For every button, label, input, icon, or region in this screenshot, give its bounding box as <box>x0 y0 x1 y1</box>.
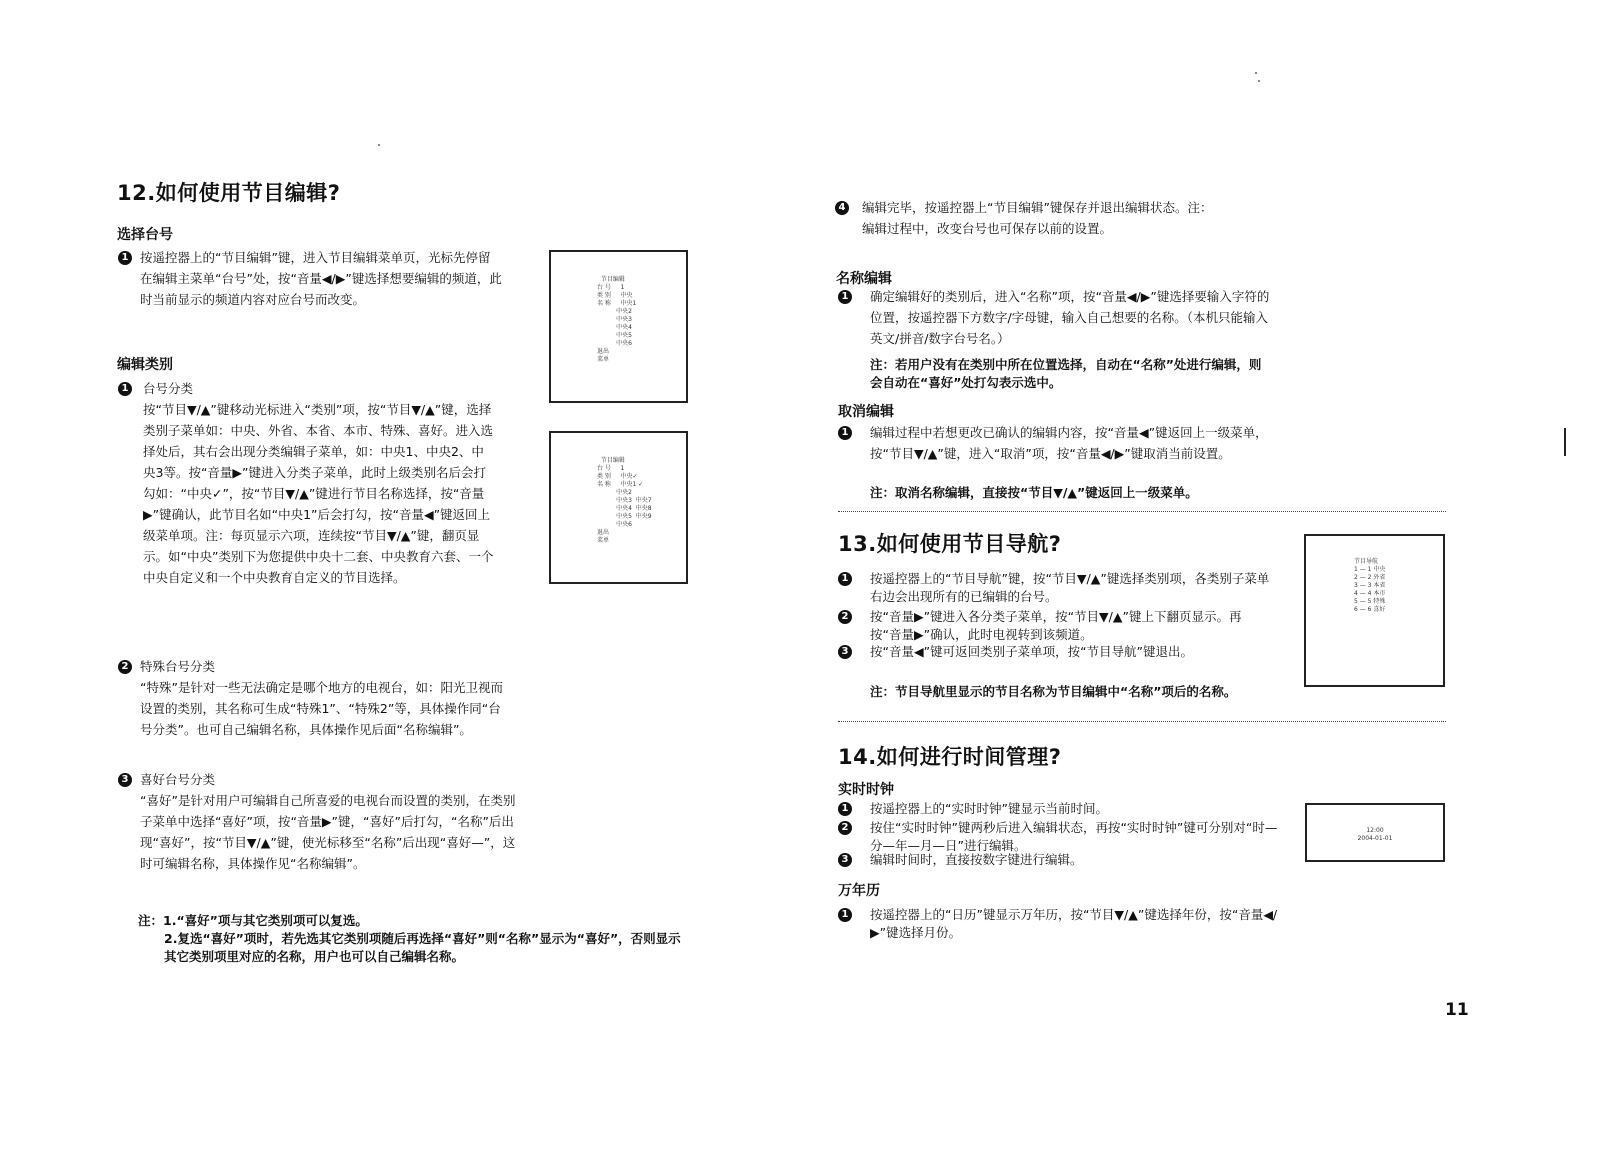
screen-line: 节目编辑 <box>597 276 625 283</box>
screen-line: 菜单 <box>597 537 610 544</box>
step-number-badge: 1 <box>838 572 852 586</box>
step-number-badge: 2 <box>118 660 132 674</box>
step-number-badge: 1 <box>838 802 852 816</box>
page-edge-mark <box>1564 428 1566 456</box>
step-number-badge: 4 <box>835 201 849 215</box>
clock-step-2-text: 按住“实时时钟”键两秒后进入编辑状态，再按“实时时钟”键可分别对“时—分—年—月—日”进行编辑。 <box>870 820 1278 853</box>
screen-line: 5 — 5 特殊 <box>1354 598 1386 605</box>
channel-classify-title: 台号分类 <box>143 381 194 396</box>
screen-line: 3 — 3 本省 <box>1354 582 1386 589</box>
name-edit-note: 注：若用户没有在类别中所在位置选择，自动在“名称”处进行编辑，则会自动在“喜好”处打勾表示选中。 <box>870 357 1262 390</box>
screen-line: 中央6 <box>597 340 632 347</box>
screen-line: 中央5 <box>597 332 632 339</box>
screen-line: 中央2 <box>597 308 632 315</box>
section-12-title: 12.如何使用节目编辑? <box>117 181 341 205</box>
nav-step-2-text: 按“音量▶”键进入各分类子菜单，按“节目▼/▲”键上下翻页显示。再按“音量▶”确认，此时电视转到该频道。 <box>870 609 1242 642</box>
select-channel-heading: 选择台号 <box>117 227 173 243</box>
step-number-badge: 1 <box>838 290 852 304</box>
screen-line: 退出 <box>597 529 610 536</box>
clock-screen <box>1305 803 1445 862</box>
clock-step-1-text: 按遥控器上的“实时时钟”键显示当前时间。 <box>870 801 1108 816</box>
special-channel-text: “特殊”是针对一些无法确定是哪个地方的电视台，如：阳光卫视而设置的类别，其名称可生成“特殊1”、“特殊2”等，具体操作同“台号分类”。也可自己编辑名称，具体操作见后面“名称编辑”。 <box>140 680 503 737</box>
screen-line: 名 称 中央1 ✓ <box>597 481 644 488</box>
favorite-channel-text: “喜好”是针对用户可编辑自己所喜爱的电视台而设置的类别，在类别子菜单中选择“喜好”项，按“音量▶”键，“喜好”后打勾，“名称”后出现“喜好”，按“节目▼/▲”键，使光标移至“名称”后出现“喜好—”，这时可编辑名称，具体操作见“名称编辑”。 <box>140 793 516 871</box>
screen-line: 2 — 2 外省 <box>1354 574 1386 581</box>
realtime-clock-heading: 实时时钟 <box>838 782 894 798</box>
edit-category-heading: 编辑类别 <box>117 357 173 373</box>
step-number-badge: 2 <box>838 610 852 624</box>
step-number-badge: 3 <box>838 853 852 867</box>
screen-line: 中央4 中央8 <box>597 505 652 512</box>
screen-line: 中央5 中央9 <box>597 513 652 520</box>
screen-line: 台 号 1 <box>597 284 625 291</box>
select-channel-text: 按遥控器上的“节目编辑”键，进入节目编辑菜单页，光标先停留在编辑主菜单“台号”处，按“音量◀/▶”键选择想要编辑的频道，此时当前显示的频道内容对应台号而改变。 <box>140 250 502 307</box>
screen-line: 退出 <box>597 348 610 355</box>
note-favorite-name: 2.复选“喜好”项时，若先选其它类别项随后再选择“喜好”则“名称”显示为“喜好”，否则显示其它类别项里对应的名称，用户也可以自己编辑名称。 <box>164 931 681 964</box>
program-edit-screen-2 <box>549 431 688 584</box>
step-number-badge: 3 <box>118 773 132 787</box>
screen-line: 名 称 中央1 <box>597 300 637 307</box>
cancel-edit-text: 编辑过程中若想更改已确认的编辑内容，按“音量◀”键返回上一级菜单，按“节目▼/▲”键，进入“取消”项，按“音量◀/▶”键取消当前设置。 <box>870 425 1268 461</box>
clock-step-3-text: 编辑时间时，直接按数字键进行编辑。 <box>870 852 1083 867</box>
clock-date: 2004-01-01 <box>1357 835 1393 842</box>
screen-line: 4 — 4 本市 <box>1354 590 1386 597</box>
program-edit-screen-1 <box>549 250 688 403</box>
step-number-badge: 2 <box>838 821 852 835</box>
screen-line: 1 — 1 中央 <box>1354 566 1386 573</box>
screen-line: 类 别 中央✓ <box>597 473 638 480</box>
section-14-title: 14.如何进行时间管理? <box>838 745 1062 769</box>
step-number-badge: 3 <box>838 645 852 659</box>
name-edit-heading: 名称编辑 <box>836 271 892 287</box>
step-number-badge: 1 <box>118 251 132 265</box>
screen-line: 类 别 中央 <box>597 292 633 299</box>
screen-line: 中央6 <box>597 521 632 528</box>
screen-line: 节目导航 <box>1354 558 1379 565</box>
screen-line: 中央2 <box>597 489 632 496</box>
note-multi-select: 注：1.“喜好”项与其它类别项可以复选。 <box>138 913 368 928</box>
nav-step-1-text: 按遥控器上的“节目导航”键，按“节目▼/▲”键选择类别项，各类别子菜单右边会出现所有的已编辑的台号。 <box>870 571 1270 604</box>
step-number-badge: 1 <box>118 382 132 396</box>
nav-note: 注：节目导航里显示的节目名称为节目编辑中“名称”项后的名称。 <box>870 684 1237 699</box>
screen-line: 6 — 6 喜好 <box>1354 606 1386 613</box>
dotted-divider <box>838 721 1446 722</box>
screen-line: 节目编辑 <box>597 457 625 464</box>
calendar-text: 按遥控器上的“日历”键显示万年历，按“节目▼/▲”键选择年份，按“音量◀/▶”键选择月份。 <box>870 907 1278 940</box>
screen-line: 中央3 中央7 <box>597 497 652 504</box>
screen-line: 菜单 <box>597 356 610 363</box>
name-edit-text: 确定编辑好的类别后，进入“名称”项，按“音量◀/▶”键选择要输入字符的位置，按遥控器下方数字/字母键，输入自己想要的名称。（本机只能输入英文/拼音/数字台号名。） <box>870 289 1270 346</box>
screen-line: 中央3 <box>597 316 632 323</box>
favorite-channel-title: 喜好台号分类 <box>140 772 216 787</box>
cancel-edit-heading: 取消编辑 <box>838 404 894 420</box>
cancel-edit-note: 注：取消名称编辑，直接按“节目▼/▲”键返回上一级菜单。 <box>870 485 1198 500</box>
clock-time: 12:00 <box>1366 827 1384 834</box>
save-exit-text: 编辑完毕，按遥控器上“节目编辑”键保存并退出编辑状态。注：编辑过程中，改变台号也可保存以前的设置。 <box>862 200 1213 236</box>
step-number-badge: 1 <box>838 908 852 922</box>
screen-line: 中央4 <box>597 324 632 331</box>
dotted-divider <box>838 511 1446 512</box>
program-navigation-screen <box>1304 534 1445 687</box>
section-13-title: 13.如何使用节目导航? <box>838 532 1062 556</box>
page-number: 11 <box>1445 1000 1469 1020</box>
channel-classify-text: 按“节目▼/▲”键移动光标进入“类别”项，按“节目▼/▲”键，选择类别子菜单如：中央、外省、本省、本市、特殊、喜好。进入选择处后，其右会出现分类编辑子菜单，如：中央1、中央2、中央3等。按“音量▶”键进入分类子菜单，此时上级类别名后会打勾如：“中央✓”，按“节目▼/▲”键进行节目名称选择，按“音量▶”键确认，此节目名如“中央1”后会打勾，按“音量◀”键返回上级菜单项。注：每页显示六项，连续按“节目▼/▲”键，翻页显示。如“中央”类别下为您提供中央十二套、中央教育六套、一个中央自定义和一个中央教育自定义的节目选择。 <box>143 402 494 585</box>
step-number-badge: 1 <box>838 426 852 440</box>
special-channel-title: 特殊台号分类 <box>140 659 216 674</box>
nav-step-3-text: 按“音量◀”键可返回类别子菜单项，按“节目导航”键退出。 <box>870 644 1194 659</box>
calendar-heading: 万年历 <box>838 883 880 899</box>
screen-line: 台 号 1 <box>597 465 625 472</box>
